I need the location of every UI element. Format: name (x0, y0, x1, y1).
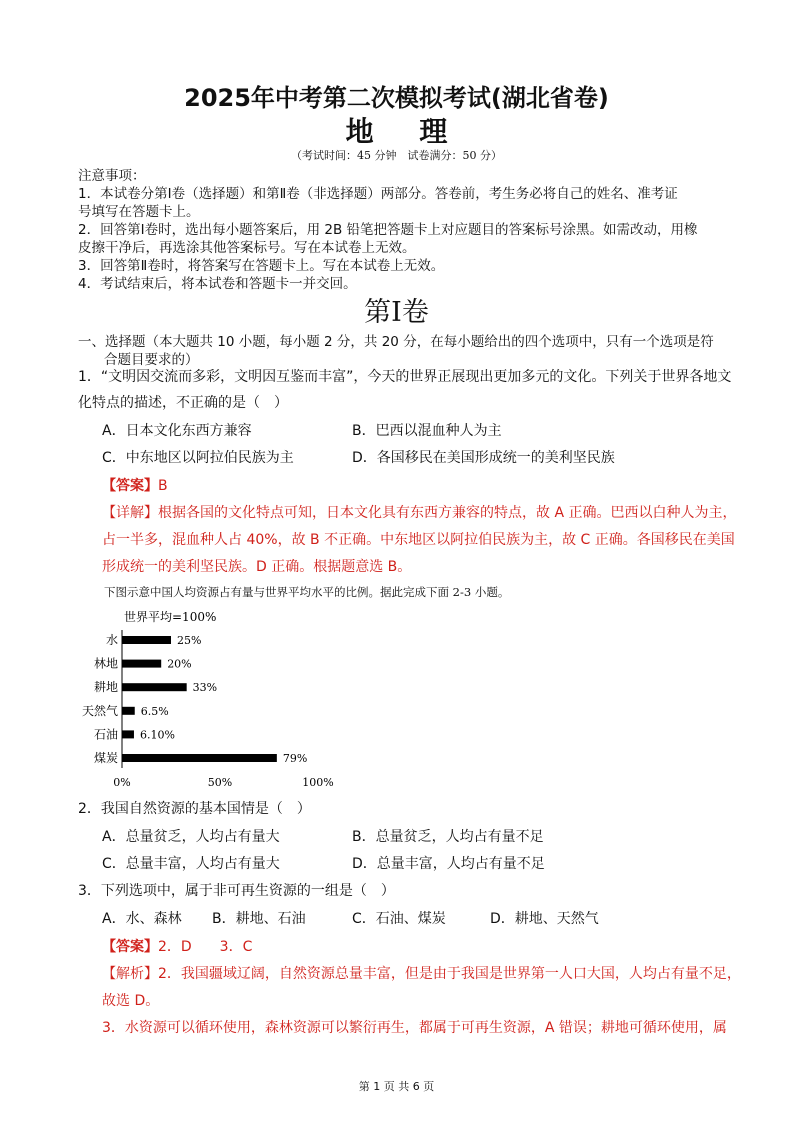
q2-option-d: D．总量丰富，人均占有量不足 (352, 856, 545, 872)
category-label: 耕地 (93, 680, 118, 695)
analysis-text: 2．我国疆域辽阔，自然资源总量丰富，但是由于我国是世界第一人口大国，人均占有量不足， (158, 966, 741, 982)
q1-stem: 1．“文明因交流而多彩，文明因互鉴而丰富”，今天的世界正展现出更加多元的文化。下列关于世界各地文 (78, 369, 732, 385)
note-line: 号填写在答题卡上。 (78, 204, 200, 220)
q2-option-b: B．总量贫乏，人均占有量不足 (352, 829, 544, 845)
chart-title: 世界平均=100% (124, 610, 217, 624)
figure-intro: 下图示意中国人均资源占有量与世界平均水平的比例。据此完成下面 2-3 小题。 (104, 585, 510, 599)
q2-option-a: A．总量贫乏，人均占有量大 (102, 829, 280, 845)
q3-option-c: C．石油、煤炭 (352, 911, 446, 927)
x-tick-label: 50% (207, 776, 233, 789)
q1-stem-cont: 化特点的描述，不正确的是（ ） (78, 395, 288, 411)
bar-耕地 (122, 683, 187, 691)
q23-analysis-cont: 3．水资源可以循环使用，森林资源可以繁衍再生，都属于可再生资源，A 错误；耕地可循环使用，属 (102, 1020, 727, 1036)
q3-option-b: B．耕地、石油 (212, 911, 306, 927)
q1-detail (102, 502, 736, 522)
analysis-label: 【解析】 (102, 966, 158, 982)
q1-option-c: C．中东地区以阿拉伯民族为主 (102, 450, 294, 466)
q3-option-d: D．耕地、天然气 (490, 911, 599, 927)
bar-煤炭 (122, 754, 277, 762)
category-label: 水 (105, 633, 118, 647)
resource-bar-chart (80, 604, 350, 790)
value-label: 33% (192, 681, 218, 695)
exam-title: 2025年中考第二次模拟考试(湖北省卷) (184, 84, 609, 112)
value-label: 79% (282, 752, 308, 765)
note-line: 皮擦干净后，再选涂其他答案标号。写在本试卷上无效。 (78, 240, 416, 256)
q23-answer (102, 936, 252, 956)
q3-stem: 3．下列选项中，属于非可再生资源的一组是（ ） (78, 883, 395, 899)
section-heading-cont: 合题目要求的） (104, 352, 199, 368)
answer-label: 【答案】 (102, 939, 158, 955)
page-footer: 第 1 页 共 6 页 (358, 1080, 435, 1093)
subject-title: 地 理 (345, 115, 466, 148)
note-line: 2．回答第Ⅰ卷时，选出每小题答案后，用 2B 铅笔把答题卡上对应题目的答案标号涂黑。如需改动，用橡 (78, 222, 698, 238)
bar-林地 (122, 660, 161, 668)
value-label: 20% (167, 657, 192, 671)
q3-option-a: A．水、森林 (102, 911, 182, 927)
note-line: 3．回答第Ⅱ卷时，将答案写在答题卡上。写在本试卷上无效。 (78, 258, 445, 274)
x-tick-label: 100% (302, 776, 334, 789)
detail-label: 【详解】 (102, 505, 158, 521)
answer-value: 2．D 3．C (158, 939, 253, 955)
category-label: 天然气 (81, 703, 118, 718)
q1-option-a: A．日本文化东西方兼容 (102, 423, 252, 439)
category-label: 林地 (93, 656, 118, 671)
note-line: 1．本试卷分第Ⅰ卷（选择题）和第Ⅱ卷（非选择题）两部分。答卷前，考生务必将自己的姓名、准考证 (78, 186, 678, 202)
volume-title: 第Ⅰ卷 (364, 297, 429, 328)
bar-天然气 (122, 707, 135, 715)
answer-value: B (158, 478, 168, 494)
q23-analysis-cont: 故选 D。 (102, 993, 160, 1009)
category-label: 石油 (93, 727, 118, 742)
bar-水 (122, 636, 171, 644)
q1-option-d: D．各国移民在美国形成统一的美利坚民族 (352, 450, 615, 466)
q1-option-b: B．巴西以混血种人为主 (352, 423, 502, 439)
bar-石油 (122, 730, 134, 738)
q23-analysis (102, 963, 741, 983)
value-label: 6.10% (139, 728, 175, 742)
note-line: 4．考试结束后，将本试卷和答题卡一并交回。 (78, 276, 357, 292)
q1-detail-cont: 占一半多，混血种人占 40%，故 B 不正确。中东地区以阿拉伯民族为主，故 C 正确。各国移民在美国 (102, 532, 735, 548)
section-heading: 一、选择题（本大题共 10 小题，每小题 2 分，共 20 分，在每小题给出的四个选项中，只有一个选项是符 (78, 334, 714, 350)
q1-detail-cont: 形成统一的美利坚民族。D 正确。根据题意选 B。 (102, 559, 412, 575)
q2-stem: 2．我国自然资源的基本国情是（ ） (78, 801, 311, 817)
q2-option-c: C．总量丰富，人均占有量大 (102, 856, 280, 872)
category-label: 煤炭 (93, 751, 118, 765)
answer-label: 【答案】 (102, 478, 158, 494)
value-label: 6.5% (140, 704, 169, 718)
detail-text: 根据各国的文化特点可知，日本文化具有东西方兼容的特点，故 A 正确。巴西以白种人为主， (158, 505, 737, 521)
exam-info: （考试时间：45 分钟 试卷满分：50 分） (291, 149, 502, 162)
q1-answer (102, 475, 168, 495)
value-label: 25% (177, 634, 202, 647)
x-tick-label: 0% (113, 776, 131, 789)
notes-heading: 注意事项： (78, 168, 146, 184)
